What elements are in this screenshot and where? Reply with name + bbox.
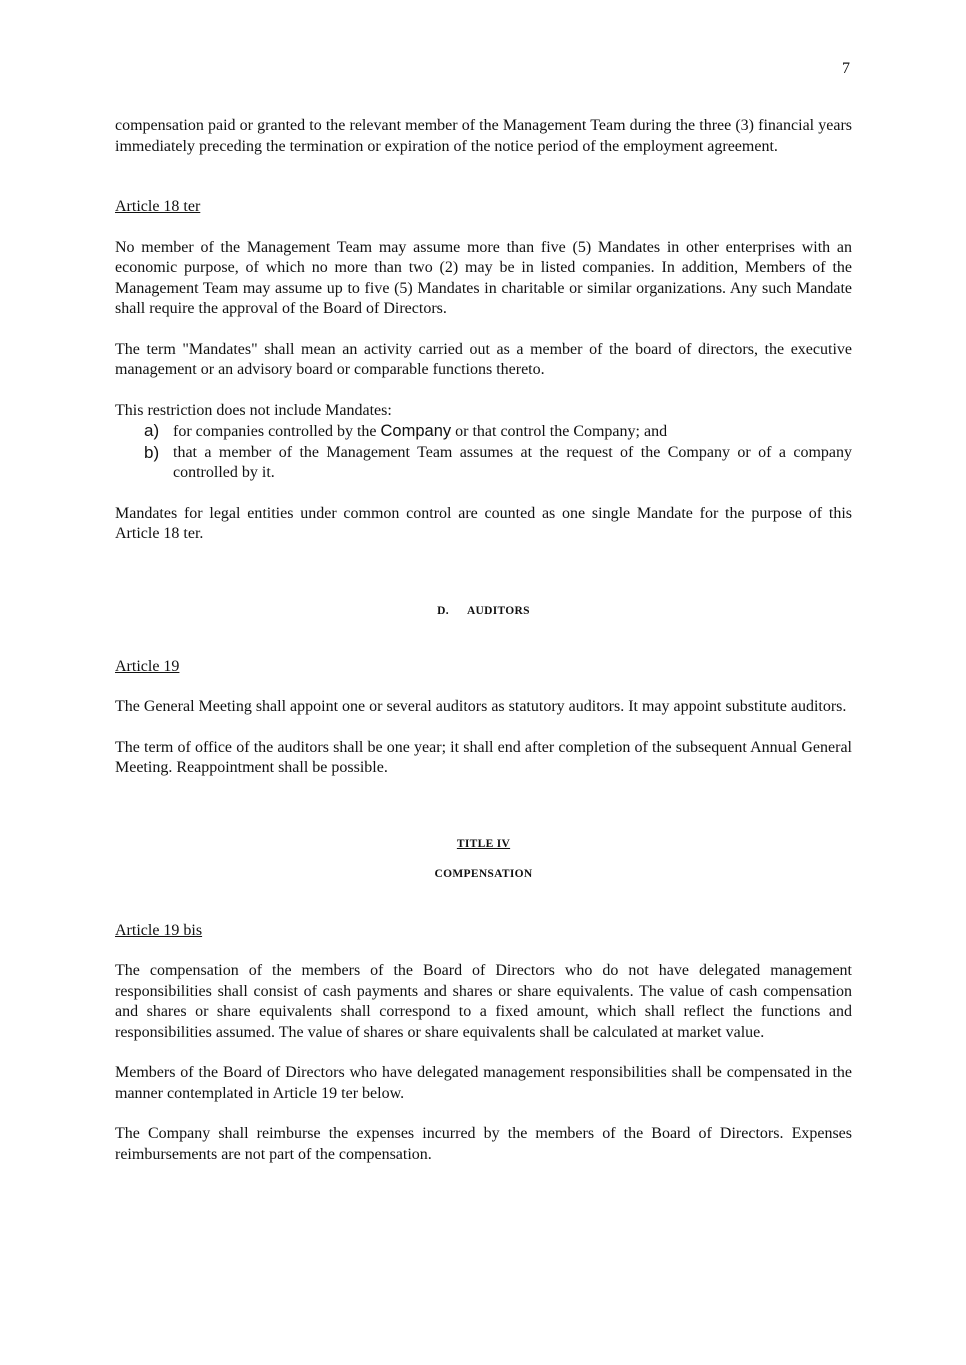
mandates-exception-list bbox=[115, 421, 852, 484]
list-marker: a) bbox=[144, 421, 160, 440]
list-item-emphasis: Company bbox=[380, 422, 452, 440]
page-number: 7 bbox=[842, 60, 850, 77]
continuation-paragraph: compensation paid or granted to the relevant member of the Management Team during the three (3) financial years immediately preceding the termination or expiration of the notice period of the employment agreement. bbox=[115, 117, 852, 155]
article-19-para-2: The term of office of the auditors shall be one year; it shall end after completion of the subsequent Annual General Meeting. Reappointment shall be possible. bbox=[115, 738, 852, 776]
mandates-list-intro: This restriction does not include Mandates: bbox=[115, 401, 392, 419]
article-18-ter-heading: Article 18 ter bbox=[115, 198, 201, 215]
list-item-text: for companies controlled by the bbox=[173, 423, 381, 440]
list-item bbox=[115, 421, 852, 443]
document-body bbox=[115, 116, 852, 1165]
article-18-ter-para-2: The term "Mandates" shall mean an activity carried out as a member of the board of directors, the executive management or an advisory board or comparable functions thereto. bbox=[115, 340, 852, 378]
article-18-ter-para-3: Mandates for legal entities under common control are counted as one single Mandate for the purpose of this Article 18 ter. bbox=[115, 504, 852, 542]
article-19-bis-para-3: The Company shall reimburse the expenses incurred by the members of the Board of Directors. Expenses reimbursements are not part of the compensation. bbox=[115, 1125, 852, 1163]
article-19-bis-para-1: The compensation of the members of the Board of Directors who do not have delegated management responsibilities shall consist of cash payments and shares or share equivalents. The value of cash compensation and shares or share equivalents shall correspond to a fixed amount, which shall reflect the functions and responsibilities assumed. The value of shares or share equivalents shall be calculated at market value. bbox=[115, 962, 852, 1041]
article-19-para-1: The General Meeting shall appoint one or several auditors as statutory auditors. It may appoint substitute auditors. bbox=[115, 698, 847, 715]
article-18-ter-para-1: No member of the Management Team may assume more than five (5) Mandates in other enterprises with an economic purpose, of which no more than two (2) may be in listed companies. In addition, Members of the Management Team may assume up to five (5) Mandates in charitable or similar organizations. Any such Mandate shall require the approval of the Board of Directors. bbox=[115, 238, 852, 317]
compensation-heading: COMPENSATION bbox=[434, 867, 533, 880]
title-iv-heading: TITLE IV bbox=[456, 837, 511, 850]
section-d-heading bbox=[115, 603, 852, 619]
article-19-bis-heading: Article 19 bis bbox=[115, 921, 203, 939]
section-title: AUDITORS bbox=[466, 604, 530, 617]
article-19-heading: Article 19 bbox=[115, 657, 180, 675]
list-item bbox=[115, 443, 852, 484]
section-letter: D. bbox=[437, 604, 449, 617]
article-19-bis-para-2: Members of the Board of Directors who have delegated management responsibilities shall be compensated in the manner contemplated in Article 19 ter below. bbox=[115, 1064, 852, 1102]
list-item-text-end: or that control the Company; and bbox=[451, 423, 668, 440]
list-item-text: that a member of the Management Team assumes at the request of the Company or of a company controlled by it. bbox=[173, 443, 852, 481]
list-marker: b) bbox=[144, 442, 160, 462]
